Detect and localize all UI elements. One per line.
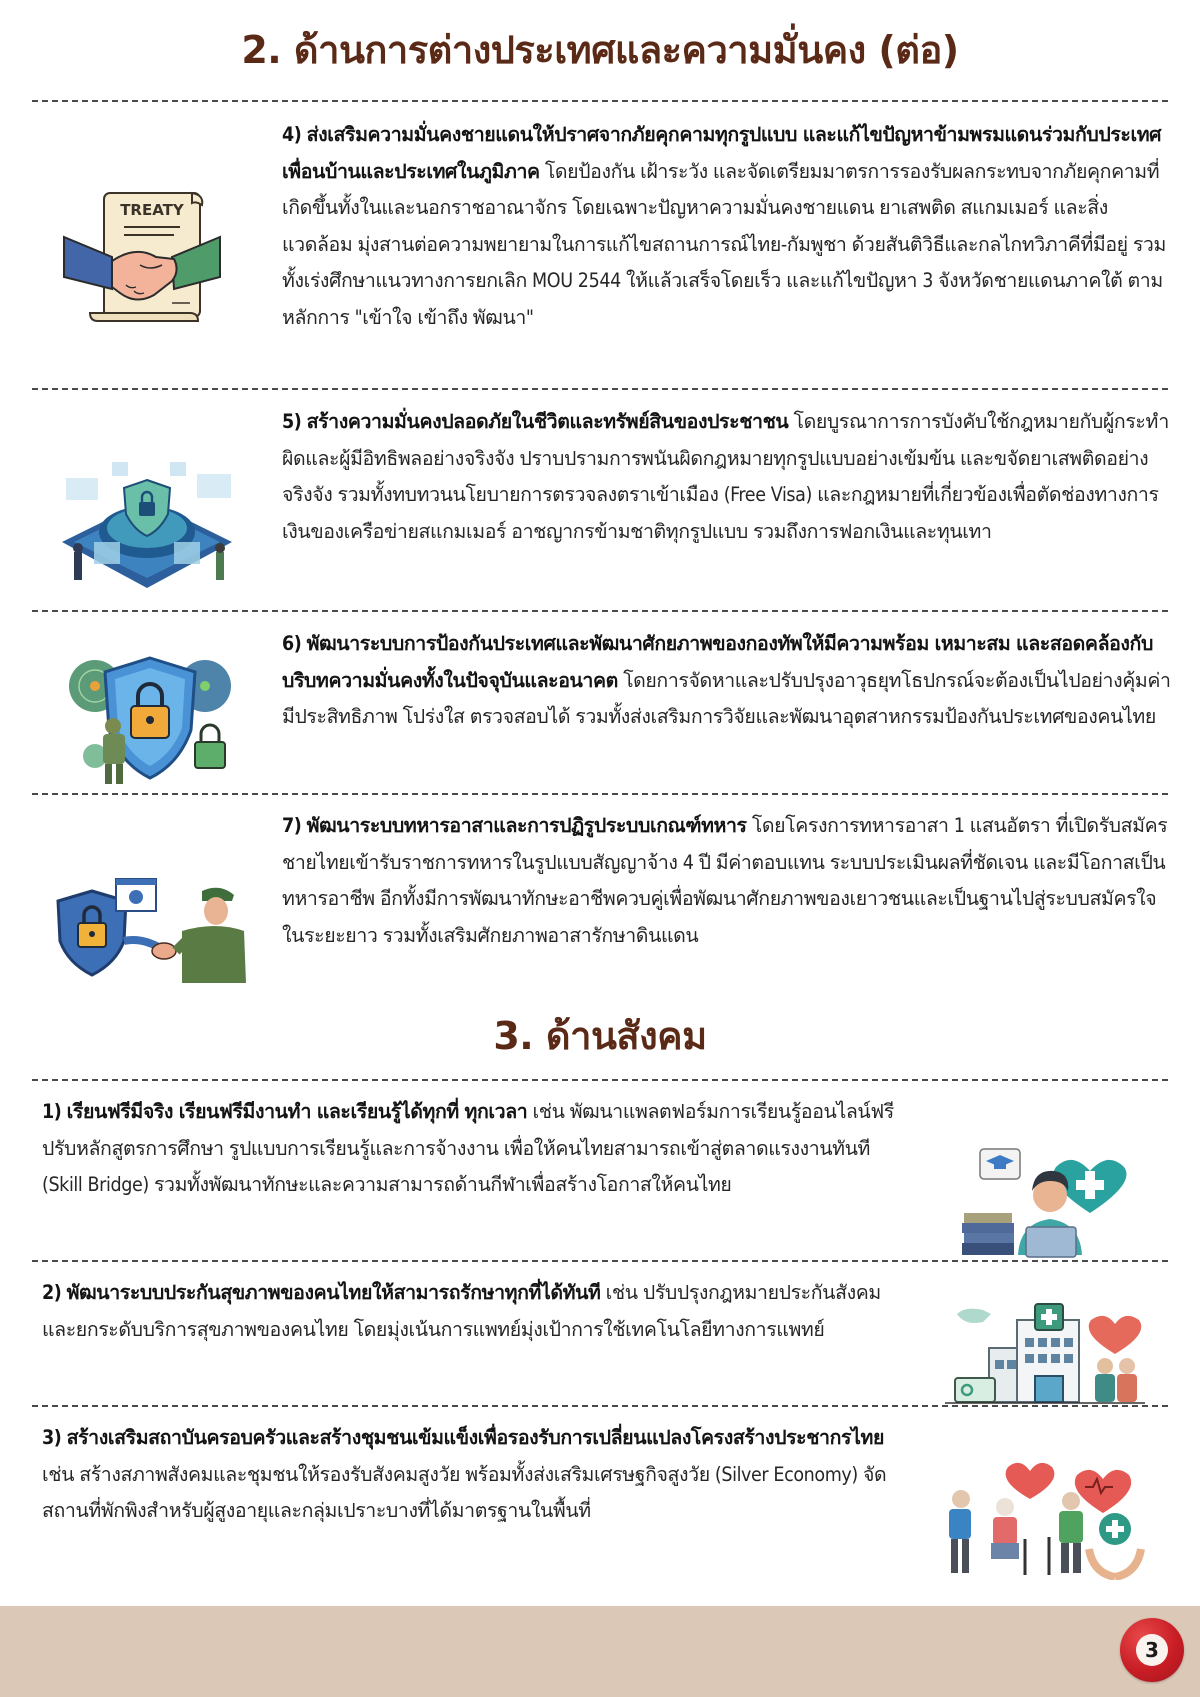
social-item-1-free-education [42, 1094, 902, 1204]
item-number: 4) [282, 123, 302, 146]
divider [32, 793, 1168, 795]
page-number-badge [1120, 1618, 1184, 1682]
treaty-handshake-illustration [62, 185, 222, 335]
item-heading: พัฒนาระบบประกันสุขภาพของคนไทยให้สามารถรักษาทุกที่ได้ทันที [66, 1281, 601, 1304]
item-number: 7) [282, 814, 302, 837]
item-body: โดยบูรณาการการบังคับใช้กฎหมายกับผู้กระทำผิดและผู้มีอิทธิพลอย่างจริงจัง ปราบปรามการพนันผิดกฎหมายทุกรูปแบบอย่างเข้มข้น และขจัดยาเสพติดอย่างจริงจัง รวมทั้งทบทวนนโยบายการตรวจลงตราเข้าเมือง (Free Visa) และกฎหมายที่เกี่ยวข้องเพื่อตัดช่องทางการเงินของเครือข่ายสแกมเมอร์ อาชญากรข้ามชาติทุกรูปแบบ รวมถึงการฟอกเงินและทุนเทา [282, 410, 1169, 543]
item-body: เช่น ปรับปรุงกฎหมายประกันสังคม และยกระดับบริการสุขภาพของคนไทย โดยมุ่งเน้นการแพทย์มุ่งเป้าการใช้เทคโนโลยีทางการแพทย์ [42, 1281, 881, 1341]
item-heading: พัฒนาระบบทหารอาสาและการปฏิรูประบบเกณฑ์ทหาร [306, 814, 747, 837]
cyber-shield-platform-icon [52, 450, 242, 600]
item-7-volunteer-military [282, 808, 1172, 954]
shield-soldier-handshake-icon [48, 875, 248, 985]
divider [32, 610, 1168, 612]
divider [32, 388, 1168, 390]
item-number: 1) [42, 1100, 62, 1123]
item-number: 5) [282, 410, 302, 433]
item-number: 6) [282, 632, 302, 655]
soldier-shield-lock-illustration [55, 648, 245, 788]
elderly-care-illustration [925, 1455, 1155, 1580]
student-laptop-illustration [960, 1135, 1130, 1260]
item-heading: เรียนฟรีมีจริง เรียนฟรีมีงานทำ และเรียนรู้ได้ทุกที่ ทุกเวลา [66, 1100, 528, 1123]
volunteer-soldier-illustration [48, 875, 248, 985]
item-heading: ส่งเสริมความมั่นคงชายแดนให้ปราศจากภัยคุกคามทุกรูปแบบ และแก้ไขปัญหาข้ามพรมแดนร่วมกับประเทศเพื่อนบ้านและประเทศในภูมิภาค [282, 123, 1162, 183]
item-heading: สร้างความมั่นคงปลอดภัยในชีวิตและทรัพย์สินของประชาชน [306, 410, 789, 433]
social-item-2-health-insurance [42, 1275, 902, 1348]
item-heading: พัฒนาระบบการป้องกันประเทศและพัฒนาศักยภาพของกองทัพให้มีความพร้อม เหมาะสม และสอดคล้องกับบริบทความมั่นคงทั้งในปัจจุบันและอนาคต [282, 632, 1153, 692]
footer-band [0, 1606, 1200, 1697]
education-graduation-icon [960, 1135, 1130, 1260]
item-body: โดยการจัดหาและปรับปรุงอาวุธยุทโธปกรณ์จะต้องเป็นไปอย่างคุ้มค่า มีประสิทธิภาพ โปร่งใส ตรวจสอบได้ รวมทั้งส่งเสริมการวิจัยและพัฒนาอุตสาหกรรมป้องกันประเทศของคนไทย [282, 668, 1171, 728]
social-item-3-family-community [42, 1420, 902, 1530]
item-body: โดยป้องกัน เฝ้าระวัง และจัดเตรียมมาตรการรองรับผลกระทบจากภัยคุกคามที่เกิดขึ้นทั้งในและนอกราชอาณาจักร โดยเฉพาะปัญหาความมั่นคงชายแดน ยาเสพติด สแกมเมอร์ และสิ่งแวดล้อม มุ่งสานต่อความพยายามในการแก้ไขสถานการณ์ไทย-กัมพูชา ด้วยสันติวิธีและกลไกทวิภาคีที่มีอยู่ รวมทั้งเร่งศึกษาแนวทางการยกเลิก MOU 2544 ให้แล้วเสร็จโดยเร็ว และแก้ไขปัญหา 3 จังหวัดชายแดนภาคใต้ ตามหลักการ "เข้าใจ เข้าถึง พัฒนา" [282, 159, 1166, 329]
item-5-life-property-security [282, 404, 1172, 550]
elderly-hearts-care-icon [925, 1455, 1155, 1580]
hospital-elderly-icon [945, 1300, 1145, 1405]
section-title-foreign-affairs-security: 2. ด้านการต่างประเทศและความมั่นคง (ต่อ) [241, 28, 959, 72]
item-body: เช่น สร้างสภาพสังคมและชุมชนให้รองรับสังคมสูงวัย พร้อมทั้งส่งเสริมเศรษฐกิจสูงวัย (Silver Economy) จัดสถานที่พักพิงสำหรับผู้สูงอายุและกลุ่มเปราะบางที่ได้มาตรฐานในพื้นที่ [42, 1462, 887, 1522]
divider [32, 100, 1168, 102]
page-number: 3 [1136, 1634, 1168, 1666]
item-number: 3) [42, 1426, 62, 1449]
item-number: 2) [42, 1281, 62, 1304]
cyber-security-platform-illustration [52, 450, 242, 600]
item-body: เช่น พัฒนาแพลตฟอร์มการเรียนรู้ออนไลน์ฟรี ปรับหลักสูตรการศึกษา รูปแบบการเรียนรู้และการจ้างงาน เพื่อให้คนไทยสามารถเข้าสู่ตลาดแรงงานทันที (Skill Bridge) รวมทั้งพัฒนาทักษะและความสามารถด้านกีฬาเพื่อสร้างโอกาสให้คนไทย [42, 1100, 894, 1196]
item-heading: สร้างเสริมสถาบันครอบครัวและสร้างชุมชนเข้มแข็งเพื่อรองรับการเปลี่ยนแปลงโครงสร้างประชากรไทย [66, 1426, 884, 1449]
divider [32, 1405, 1168, 1407]
divider [32, 1079, 1168, 1081]
treaty-handshake-icon [62, 185, 222, 335]
treaty-label: TREATY [120, 201, 184, 219]
item-body: โดยโครงการทหารอาสา 1 แสนอัตรา ที่เปิดรับสมัครชายไทยเข้ารับราชการทหารในรูปแบบสัญญาจ้าง 4 ปี มีค่าตอบแทน ระบบประเมินผลที่ชัดเจน และมีโอกาสเป็นทหารอาชีพ อีกทั้งมีการพัฒนาทักษะอาชีพควบคู่เพื่อพัฒนาศักยภาพของเยาวชนและเป็นฐานไปสู่ระบบสมัครใจในระยะยาว รวมทั้งเสริมศักยภาพอาสารักษาดินแดน [282, 814, 1168, 947]
defense-shield-lock-icon [55, 648, 245, 788]
section-title-social: 3. ด้านสังคม [493, 1014, 707, 1058]
item-4-border-security [282, 117, 1172, 336]
divider [32, 1260, 1168, 1262]
item-6-national-defense [282, 626, 1172, 736]
hospital-illustration [945, 1300, 1145, 1405]
